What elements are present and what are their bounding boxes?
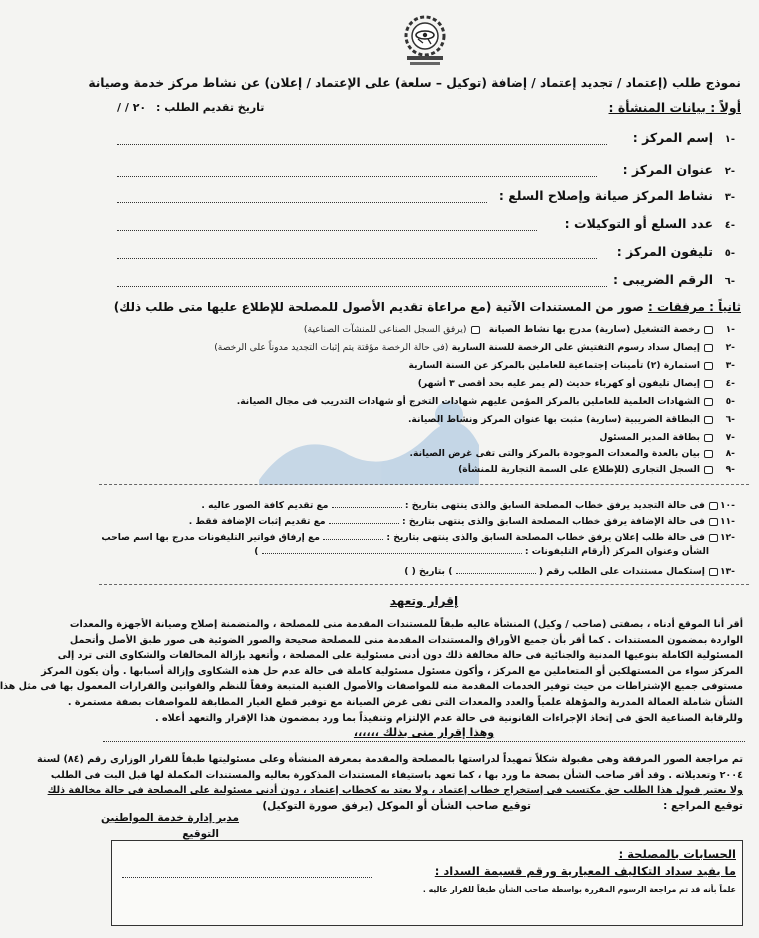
manager-title: مدير إدارة خدمة المواطنين [100, 812, 239, 824]
accounts-footnote: علماً بأنه قد تم مراجعة الرسوم المقررة بواسطة صاحب الشأن طبقاً للقرار عاليه . [422, 885, 736, 894]
accounts-heading: الحسابات بالمصلحة : [618, 847, 736, 861]
option-announcement: -١٢فى حالة طلب إعلان يرفق خطاب المصلحة السابق والذى ينتهى بتاريخ : مع إرفاق فواتير التليفونات مدرج بها اسم صاحب [101, 532, 735, 543]
accounts-payment-line: ما يفيد سداد التكاليف المعيارية ورقم قسيمة السداد : [434, 864, 736, 878]
option-complete-docs: -١٣إستكمال مستندات على الطلب رقم ( ) بتاريخ ( ) [404, 566, 735, 577]
center-address-input-line[interactable] [117, 175, 597, 177]
attachment-checkbox[interactable] [704, 450, 713, 458]
field-goods-count: -٤عدد السلع أو التوكيلات : [564, 216, 735, 231]
attachment-item: -٣استمارة (٢) تأمينات إجتماعية للعاملين بالمركز عن السنة السارية [408, 360, 735, 371]
field-center-name: -١إسم المركز : [632, 130, 735, 145]
attachments-instruction: صور من المستندات الآتية (مع مراعاة تقديم الأصول للمصلحة للإطلاع عليها متى طلب ذلك) [113, 300, 644, 314]
attachment-checkbox[interactable] [471, 326, 480, 334]
reviewer-signature-label: توقيع المراجع : [663, 800, 743, 812]
section-attachments-heading: ثانياً : مرفقات : صور من المستندات الآتية (مع مراعاة تقديم الأصول للمصلحة للإطلاع عليها متى طلب ذلك) [113, 300, 741, 314]
attachment-item: -٤إيصال تليفون أو كهرباء حديث (لم يمر عليه بحد أقصى ٣ أشهر) [417, 378, 735, 389]
option-checkbox[interactable] [709, 568, 718, 576]
option-addition: -١١فى حالة الإضافة يرفق خطاب المصلحة السابق والذى ينتهى بتاريخ : مع تقديم إثبات الإضافة فقط . [188, 516, 735, 527]
application-date-value: / / ٢٠ [117, 101, 147, 114]
option-checkbox[interactable] [709, 534, 718, 542]
option-announcement-cont: الشأن وعنوان المركز (أرقام التليفونات : ) [254, 546, 709, 557]
attachment-item: -٩السجل التجارى (للإطلاع على السمة التجارية للمنشأة) [458, 464, 735, 475]
attachment-item: -٥الشهادات العلمية للعاملين بالمركز المؤمن عليهم شهادات التخرج أو شهادات التدريب فى مجال الصيانة. [236, 396, 735, 407]
section-establishment-heading: أولاً : بيانات المنشأة : [608, 100, 741, 115]
review-text: تم مراجعة الصور المرفقة وهى مقبولة شكلاً تمهيداً لدراستها بالمصلحة والمقدمة بمعرفة المنشأة وعلى مسئوليتها طبقاً للقرار الوزارى رقم (٨٤) لسنة ٢٠٠٤ وتعديلاته . وقد أقر صاحب الشأن بصحة ما ورد بها ، كما تعهد باستيفاء المستندات المذكورة بعاليه والمستندات المكملة لها قبل البت فى الطلب ولا يعتبر قبول هذا الطلب حق مكتسب فى إستخراج خطاب إعتماد ، ولا يعتد به كخطاب إعتماد ، دون أدنى مسئولية على المصلحة فى حالة مخالفة ذلك [37, 754, 743, 797]
attachment-item: -١رخصة التشغيل (سارية) مدرج بها نشاط الصيانة (يرفق السجل الصناعى للمنشآت الصناعية) [303, 324, 735, 335]
attachment-item: -٨بيان بالعدة والمعدات الموجودة بالمركز والتى تفى غرض الصيانة. [409, 448, 735, 459]
declaration-signature-line [103, 740, 745, 742]
field-center-activity: -٣نشاط المركز صيانة وإصلاح السلع : [498, 188, 735, 203]
declaration-closing: وهذا إقرار منى بذلك ،،،،،، [353, 726, 495, 739]
attachment-item: -٦البطاقة الضريبية (سارية) مثبت بها عنوان المركز ونشاط الصيانة. [407, 414, 735, 425]
divider [99, 584, 749, 585]
attachment-checkbox[interactable] [704, 362, 713, 370]
application-date-label: تاريخ تقديم الطلب : [155, 101, 265, 114]
center-phone-input-line[interactable] [117, 257, 597, 259]
attachment-item: -٢إيصال سداد رسوم التفتيش على الرخصة للسنة السارية (فى حالة الرخصة مؤقتة يتم إثبات التجديد مدوناً على الرخصة) [214, 342, 735, 353]
option-renewal: -١٠فى حالة التجديد يرفق خطاب المصلحة السابق والذى ينتهى بتاريخ : مع تقديم كافة الصور عاليه . [201, 500, 735, 511]
attachment-checkbox[interactable] [704, 434, 713, 442]
attachment-checkbox[interactable] [704, 380, 713, 388]
attachment-checkbox[interactable] [704, 416, 713, 424]
field-tax-number: -٦الرقم الضريبى : [613, 272, 735, 287]
center-activity-input-line[interactable] [117, 201, 487, 203]
attachment-checkbox[interactable] [704, 398, 713, 406]
authority-logo-icon [401, 10, 449, 70]
option-checkbox[interactable] [709, 502, 718, 510]
tax-number-input-line[interactable] [117, 285, 607, 287]
declaration-text: أقر أنا الموقع أدناه ، بصفتى (صاحب / وكيل) المنشأة عاليه طبقاً للمستندات المقدمة منى للمصلحة ، والمتضمنة إصلاح وصيانة الأجهزة والمعدات الواردة بمضمون المستندات . كما أقر بأن جميع الأوراق والمستندات المقدمة منى للمصلحة صحيحة والصور الضوئية هى صور طبق الأصل وأتحمل المسئولية الكاملة بنوعيها المدنية والجنائية فى حالة مخالفة ذلك دون أدنى مسئولية على المصلحة ، وأتعهد بإزالة المخالفات والشكاوى التى ترد إلى المركز سواء من المستهلكين أو المتعاملين مع المركز ، وأكون مسئول مسئولية كاملة فى حالة عدم حل هذه الشكاوى وإزالة أسبابها . وأن يكون المركز مستوفى جميع الإشتراطات من حيث توفير الخدمات المقدمة منه للمواصفات والأصول الفنية المتبعة وفقاً للنظم والقوانين والقرارات المعمول بها فى مثل هذا الشأن شاملة العمالة المدربة والمؤهلة علمياً والعدد والمعدات التى تفى غرض الصيانة مع توفير قطع الغيار المطابقة للمواصفات بصفة مستمرة . وللرقابة الصناعية الحق فى إتخاذ الإجراءات القانونية فى حالة عدم الإلتزام وتنفيذاً بما ورد بمضمون هذا الإقرار والتعهد أعلاه . [0, 619, 743, 724]
declaration-title: إقرار وتعهد [389, 594, 459, 608]
accounts-box [111, 840, 743, 926]
attachment-checkbox[interactable] [704, 344, 713, 352]
manager-signature-label: التوقيع [182, 828, 219, 840]
field-center-phone: -٥تليفون المركز : [616, 244, 735, 259]
attachment-item: -٧بطاقة المدير المسئول [599, 432, 735, 443]
center-name-input-line[interactable] [117, 143, 607, 145]
owner-signature-label: توقيع صاحب الشأن أو الموكل (يرفق صورة التوكيل) [262, 800, 531, 812]
attachment-checkbox[interactable] [704, 326, 713, 334]
field-center-address: -٢عنوان المركز : [622, 162, 735, 177]
goods-count-input-line[interactable] [117, 229, 537, 231]
divider [99, 484, 749, 485]
application-date [117, 101, 264, 114]
payment-receipt-input-line[interactable] [122, 877, 372, 878]
form-title: نموذج طلب (إعتماد / تجديد إعتماد / إضافة (توكيل – سلعة) على الإعتماد / إعلان) عن نشاط مركز خدمة وصيانة [88, 76, 741, 90]
attachment-checkbox[interactable] [704, 466, 713, 474]
option-checkbox[interactable] [709, 518, 718, 526]
